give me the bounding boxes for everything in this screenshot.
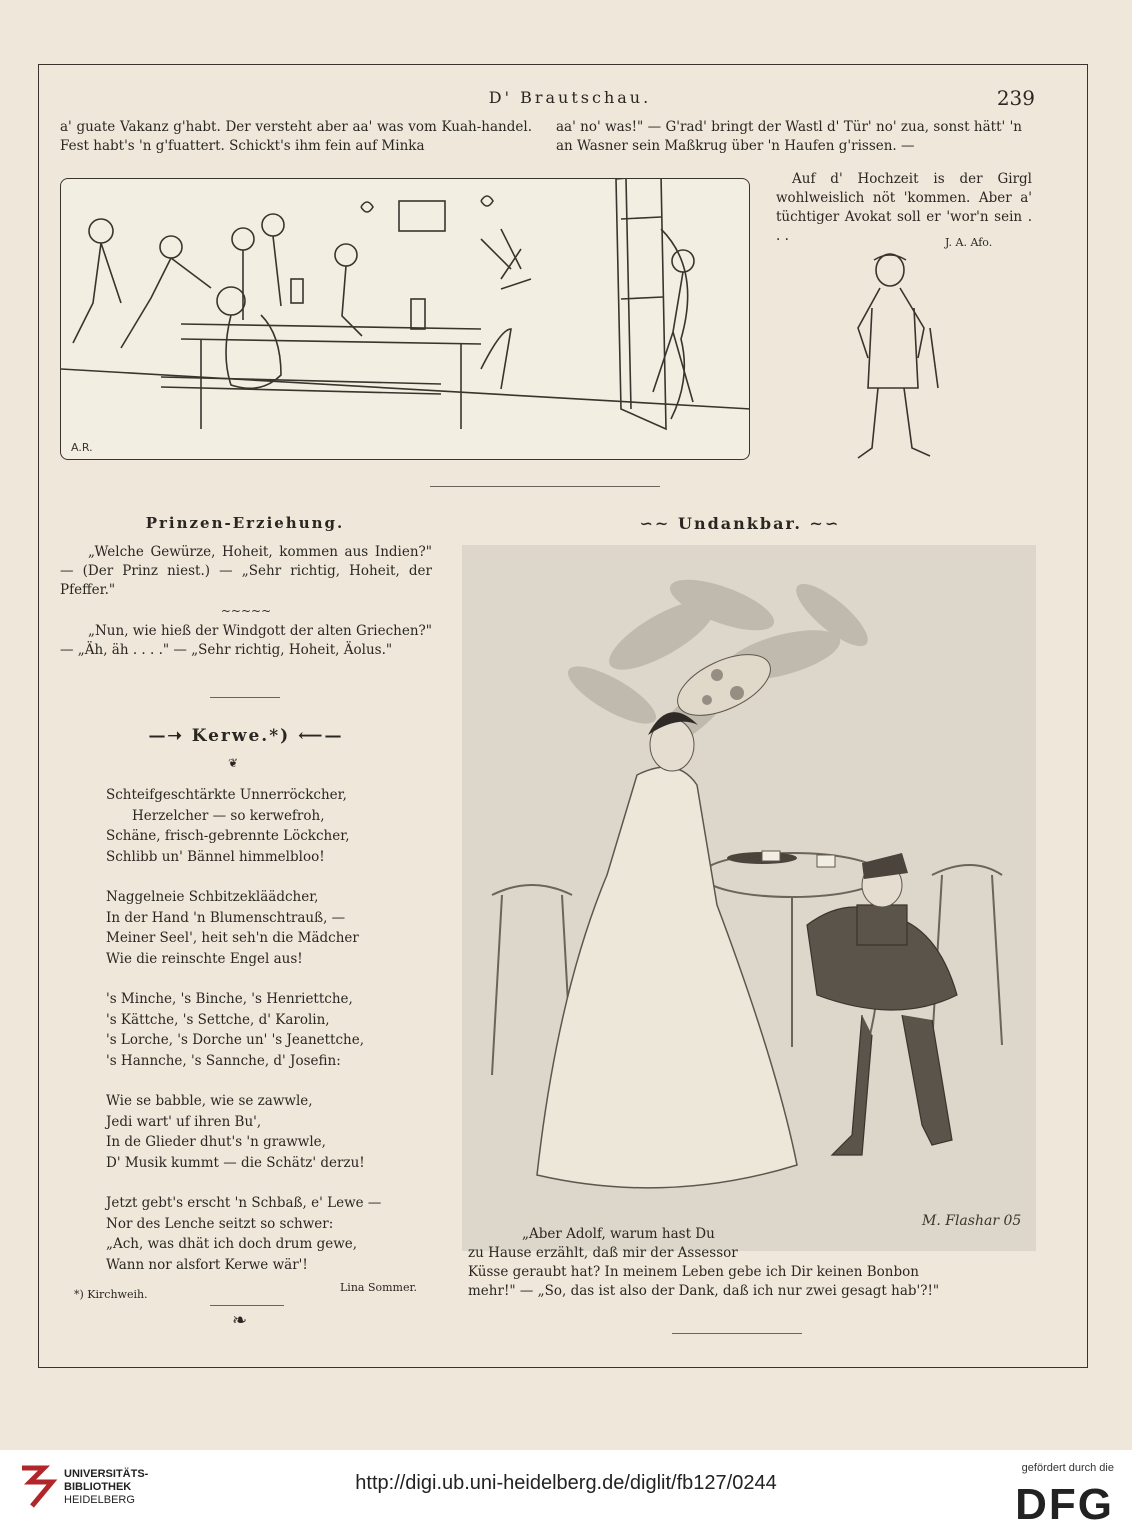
prinzen-text: [60, 543, 432, 660]
right-ornament: ⟵—: [298, 726, 344, 746]
kerwe-title-row: [60, 726, 432, 746]
kerwe-footnote: *) Kirchweih.: [74, 1288, 148, 1301]
poem-line: Wann nor alsfort Kerwe wär'!: [106, 1256, 308, 1273]
divider-rule: [430, 486, 660, 487]
poem-line: Schteifgeschtärkte Unnerröckcher,: [106, 787, 347, 803]
poem-line: 's Hannche, 's Sannche, d' Josefin:: [106, 1052, 341, 1069]
stanza-5: [106, 1193, 426, 1275]
short-rule-bottom: [210, 1305, 284, 1306]
kerwe-title: Kerwe.*): [191, 726, 291, 746]
prinzen-title: Prinzen-Erziehung.: [145, 514, 345, 532]
swash-divider: ~~~~~: [220, 604, 272, 618]
poem-line: D' Musik kummt — die Schätz' derzu!: [106, 1154, 365, 1171]
story-author: J. A. Afo.: [945, 236, 993, 249]
right-swash-icon: ∼∽: [809, 514, 841, 533]
institution-line-1: UNIVERSITÄTS-: [64, 1468, 149, 1480]
footer-bar: [0, 1450, 1132, 1535]
poem-line: Jedi wart' uf ihren Bu',: [106, 1113, 262, 1130]
institution-line-2: BIBLIOTHEK: [64, 1481, 132, 1493]
tavern-drawing: [61, 179, 750, 460]
poem-line: 's Minche, 's Binche, 's Henriettche,: [106, 991, 353, 1007]
fleuron-icon: ❦: [228, 756, 239, 770]
poem-line: In de Glieder dhut's 'n grawwle,: [106, 1134, 326, 1150]
left-swash-icon: ∽∼: [639, 514, 679, 533]
poem-line: 's Lorche, 's Dorche un' 's Jeanettche,: [106, 1032, 365, 1048]
page-number: 239: [996, 86, 1035, 110]
story-side-paragraph: Auf d' Hochzeit is der Girgl wohlweislich nöt 'kommen. Aber a' tüchtiger Avokat soll er 'wor'n sein . . .: [776, 171, 1032, 244]
institution-line-3: HEIDELBERG: [64, 1494, 135, 1506]
sponsor-text: gefördert durch die: [1021, 1462, 1114, 1474]
undankbar-illustration: [462, 545, 1036, 1251]
poem-line: Nor des Lenche seitzt so schwer:: [106, 1215, 334, 1232]
lawyer-figure: [838, 248, 958, 466]
undankbar-title-row: [600, 514, 880, 533]
caption-line-4: mehr!" — „So, das ist also der Dank, daß ich nur zwei gesagt hab'?!": [468, 1283, 940, 1299]
stanza-3: [106, 989, 426, 1071]
poem-line: Meiner Seel', heit seh'n die Mädcher: [106, 930, 359, 946]
stanza-4: [106, 1091, 426, 1173]
story-text-1: a' guate Vakanz g'habt. Der versteht aber aa' was vom Kuah-handel. Fest habt's 'n g'fuattert. Schickt's ihm fein auf Minka: [60, 119, 532, 154]
story-side-text: [776, 170, 1032, 246]
poem-line: Wie se babble, wie se zawwle,: [106, 1093, 313, 1109]
left-ornament: —➝: [148, 726, 192, 746]
caption-line-1: „Aber Adolf, warum hast Du: [522, 1226, 715, 1242]
artist-signature: M. Flashar 05: [922, 1213, 1022, 1229]
fleuron-bottom-icon: ❧: [232, 1310, 248, 1331]
caption-rule: [672, 1333, 802, 1334]
prinzen-paragraph-1: „Welche Gewürze, Hoheit, kommen aus Indien?" — (Der Prinz niest.) — „Sehr richtig, Hoheit, der Pfeffer.": [60, 544, 432, 598]
poem-line: 's Kättche, 's Settche, d' Karolin,: [106, 1011, 330, 1028]
tavern-illustration: [60, 178, 750, 460]
poem-line: Jetzt gebt's erscht 'n Schbaß, e' Lewe —: [106, 1195, 382, 1211]
cafe-scene: [462, 545, 1036, 1251]
stanza-2: [106, 887, 426, 969]
story-text-2: aa' no' was!" — G'rad' bringt der Wastl d' Tür' no' zua, sonst hätt' 'n an Wasner sein Maßkrug über 'n Haufen g'rissen. —: [556, 119, 1022, 154]
source-url[interactable]: http://digi.ub.uni-heidelberg.de/diglit/fb127/0244: [355, 1472, 777, 1494]
kerwe-author: Lina Sommer.: [340, 1281, 418, 1294]
poem-line: Naggelneie Schbitzekläädcher,: [106, 889, 319, 905]
dfg-logo: DFG: [1015, 1480, 1114, 1529]
short-rule: [210, 697, 280, 698]
poem-line: Wie die reinschte Engel aus!: [106, 950, 303, 967]
running-header: D' Brautschau.: [488, 88, 652, 107]
poem-line: Schäne, frisch-gebrennte Löckcher,: [106, 828, 350, 844]
caption-line-3: Küsse geraubt hat? In meinem Leben gebe ich Dir keinen Bonbon: [468, 1264, 919, 1280]
poem-line: In der Hand 'n Blumenschtrauß, —: [106, 909, 346, 926]
kerwe-poem: [106, 785, 426, 1295]
illustration-signature: A.R.: [71, 441, 93, 454]
story-column-2: [556, 118, 1022, 156]
undankbar-title: Undankbar.: [678, 514, 802, 533]
poem-line: „Ach, was dhät ich doch drum gewe,: [106, 1236, 358, 1252]
story-column-1: [60, 118, 532, 156]
prinzen-paragraph-2: „Nun, wie hieß der Windgott der alten Griechen?" — „Äh, äh . . . ." — „Sehr richtig, Hoheit, Äolus.": [60, 623, 432, 658]
poem-line: Schlibb un' Bännel himmelbloo!: [106, 848, 325, 865]
caption-line-2: zu Hause erzählt, daß mir der Assessor: [468, 1245, 738, 1261]
poem-line: Herzelcher — so kerwefroh,: [132, 807, 325, 824]
stanza-1: [106, 785, 426, 867]
